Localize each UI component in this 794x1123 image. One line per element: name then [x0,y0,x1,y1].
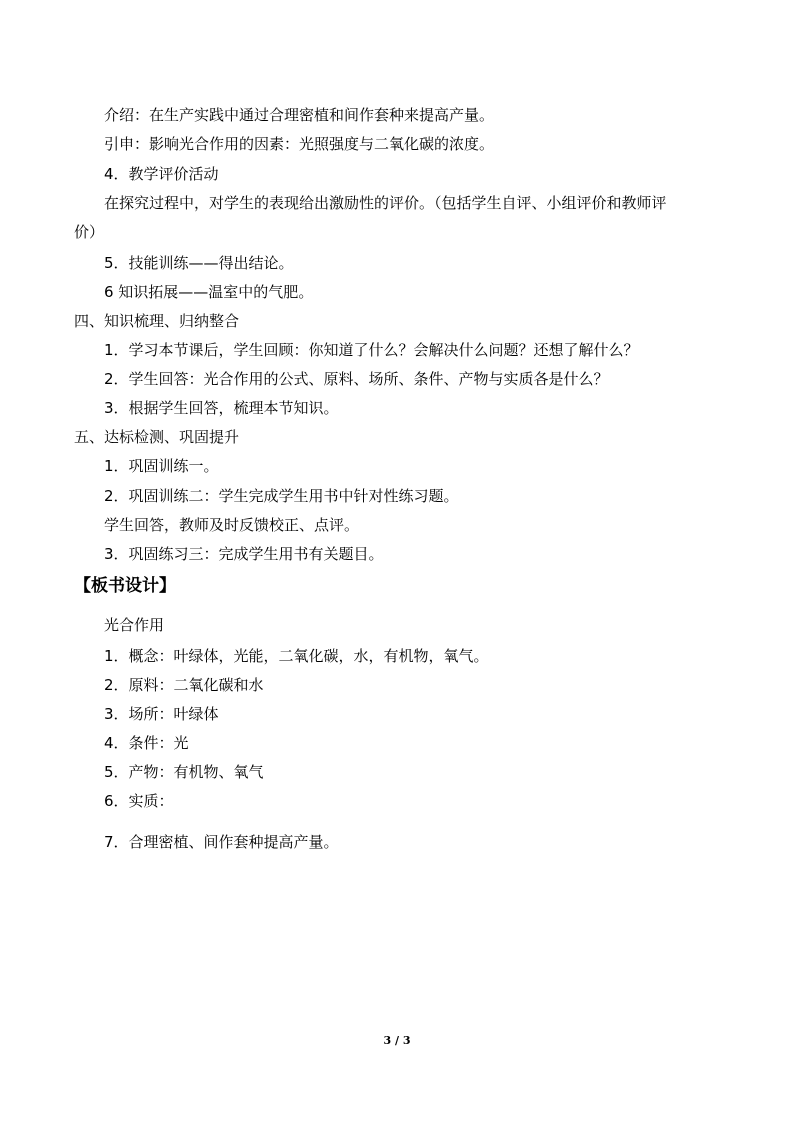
board-item-materials: 2．原料：二氧化碳和水 [104,676,264,694]
board-item-essence: 6．实质： [104,792,174,810]
board-design-heading: 【板书设计】 [74,576,176,596]
board-item-concept: 1．概念：叶绿体，光能，二氧化碳，水，有机物，氧气。 [104,647,489,665]
text-line-review-3: 3．根据学生回答，梳理本节知识。 [104,399,339,417]
text-line-evaluation-body: 在探究过程中，对学生的表现给出激励性的评价。（包括学生自评、小组评价和教师评 [104,194,667,212]
board-item-products: 5．产物：有机物、氧气 [104,763,264,781]
board-item-yield: 7．合理密植、间作套种提高产量。 [104,833,339,851]
section-heading-four: 四、知识梳理、归纳整合 [74,312,240,330]
text-line-practice-2: 2．巩固训练二：学生完成学生用书中针对性练习题。 [104,487,459,505]
text-line-extension: 引申：影响光合作用的因素：光照强度与二氧化碳的浓度。 [104,135,495,153]
board-item-condition: 4．条件：光 [104,734,189,752]
page-number: 3 / 3 [383,1034,411,1047]
text-line-practice-1: 1．巩固训练一。 [104,457,219,475]
board-title: 光合作用 [104,616,165,634]
text-line-skill-training: 5．技能训练——得出结论。 [104,254,294,272]
board-item-location: 3．场所：叶绿体 [104,705,219,723]
text-line-practice-3: 3．巩固练习三：完成学生用书有关题目。 [104,545,384,563]
text-line-practice-feedback: 学生回答，教师及时反馈校正、点评。 [104,516,360,534]
text-line-evaluation-heading: 4．教学评价活动 [104,165,219,183]
text-line-evaluation-wrap: 价） [74,223,105,241]
text-line-intro: 介绍：在生产实践中通过合理密植和间作套种来提高产量。 [104,106,495,124]
text-line-review-2: 2．学生回答：光合作用的公式、原料、场所、条件、产物与实质各是什么？ [104,370,609,388]
section-heading-five: 五、达标检测、巩固提升 [74,428,240,446]
text-line-review-1: 1．学习本节课后，学生回顾：你知道了什么？会解决什么问题？还想了解什么？ [104,341,639,359]
text-line-knowledge-extension: 6 知识拓展——温室中的气肥。 [104,283,314,301]
